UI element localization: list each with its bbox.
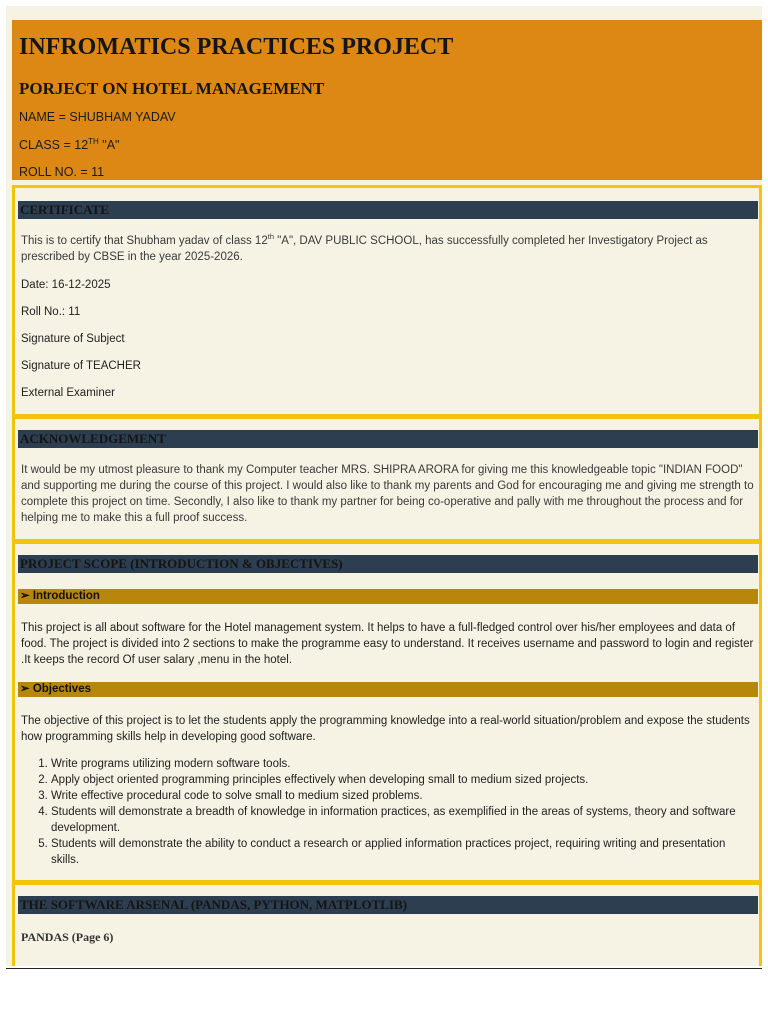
arsenal-section <box>12 882 762 966</box>
title-header <box>12 20 762 180</box>
list-item: 1. Write programs utilizing modern software tools. <box>51 756 751 772</box>
list-item: 3. Write effective procedural code to solve small to medium sized problems. <box>51 788 751 804</box>
list-item: 2. Apply object oriented programming principles effectively when developing small to medium sized projects. <box>51 772 751 788</box>
list-item: 4. Students will demonstrate a breadth of knowledge in information practices, as exemplified in the areas of systems, theory and software development. <box>51 804 751 836</box>
objectives-list <box>21 756 751 868</box>
acknowledgement-text: It would be my utmost pleasure to thank my Computer teacher MRS. SHIPRA ARORA for giving me this knowledgeable topic "INDIAN FOOD" and supporting me during the course of this project. I would also like to thank my parents and God for encouraging me and giving me strength to complete this project on time. Secondly, I also like to thank my partner for being co-operative and pally with me throughout the process and for helping me to make this a full proof success. <box>21 464 754 524</box>
objectives-subheading: ➢ Objectives <box>20 683 91 695</box>
document-page <box>6 6 762 966</box>
list-item: 5. Students will demonstrate the ability to conduct a research or applied information practices project, requiring writing and presentation skills. <box>51 836 751 868</box>
project-subtitle: PORJECT ON HOTEL MANAGEMENT <box>19 79 325 98</box>
scope-heading-bar <box>18 555 758 573</box>
certificate-section <box>12 185 762 417</box>
arsenal-heading: THE SOFTWARE ARSENAL (PANDAS, PYTHON, MATPLOTLIB) <box>20 897 408 912</box>
signature-subject: Signature of Subject <box>21 333 125 345</box>
scope-section <box>12 541 762 883</box>
introduction-subheading-bar <box>18 589 758 604</box>
signature-teacher: Signature of TEACHER <box>21 360 141 372</box>
project-title: INFROMATICS PRACTICES PROJECT <box>19 34 454 60</box>
pandas-subheading: PANDAS (Page 6) <box>21 930 114 944</box>
scope-heading: PROJECT SCOPE (INTRODUCTION & OBJECTIVES) <box>20 556 343 571</box>
external-examiner: External Examiner <box>21 387 115 399</box>
acknowledgement-heading-bar <box>18 430 758 448</box>
acknowledgement-heading: ACKNOWLEDGEMENT <box>20 431 166 446</box>
certificate-heading-bar <box>18 201 758 219</box>
arsenal-heading-bar <box>18 896 758 914</box>
certificate-date: Date: 16-12-2025 <box>21 279 111 291</box>
acknowledgement-section <box>12 416 762 542</box>
introduction-text: This project is all about software for the Hotel management system. It helps to have a full-fledged control over his/her employees and data of food. The project is divided into 2 sections to make the programme easy to understand. It receives username and password to login and register .It keeps the record Of user salary ,menu in the hotel. <box>21 622 754 666</box>
certificate-text: This is to certify that Shubham yadav of class 12th "A", DAV PUBLIC SCHOOL, has successfully completed her Investigatory Project as prescribed by CBSE in the year 2025-2026. <box>21 232 708 263</box>
introduction-subheading: ➢ Introduction <box>20 590 100 602</box>
objectives-subheading-bar <box>18 682 758 697</box>
student-name: NAME = SHUBHAM YADAV <box>19 110 176 124</box>
page-bottom-divider <box>6 968 762 969</box>
certificate-roll: Roll No.: 11 <box>21 306 81 318</box>
student-class: CLASS = 12TH "A" <box>19 137 120 153</box>
student-roll: ROLL NO. = 11 <box>19 165 105 179</box>
certificate-heading: CERTIFICATE <box>20 202 109 217</box>
objectives-text: The objective of this project is to let the students apply the programming knowledge into a real-world situation/problem and expose the students how programming skills help in developing good software. <box>21 715 750 743</box>
